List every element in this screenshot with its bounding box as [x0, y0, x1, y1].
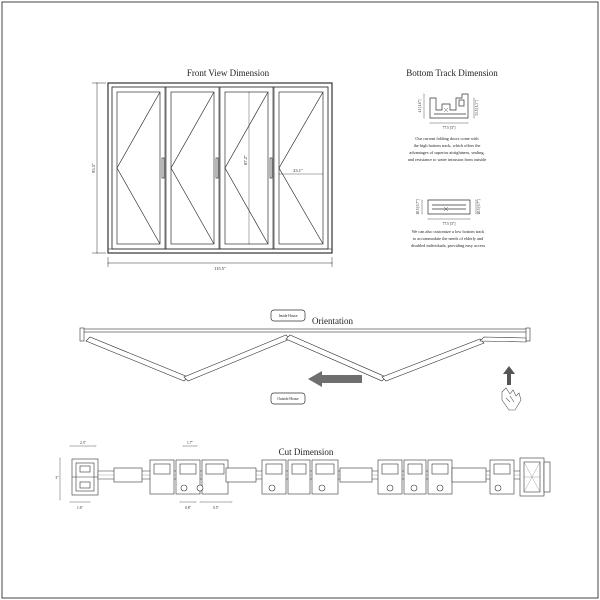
cut-dim-2: 1.7" — [187, 441, 193, 445]
hand-icon — [502, 388, 521, 410]
low-track-note-1: We can also customize a low bottom track — [411, 229, 485, 234]
cut-dimension-title: Cut Dimension — [278, 447, 334, 457]
handle-2 — [216, 158, 218, 178]
front-view — [91, 68, 332, 271]
high-track-profile — [430, 94, 468, 118]
fold-panel-4 — [382, 339, 484, 381]
high-track-note-3: advantages of superior airtightness, sealing, — [409, 150, 485, 155]
high-track-note-4: and resistance to water intrusion from outside — [407, 157, 487, 162]
bottom-track — [406, 68, 498, 249]
high-track-note-2: the high bottom track, which offers the — [413, 143, 481, 148]
width-label: 115.5" — [214, 266, 226, 271]
orientation-title: Orientation — [312, 316, 353, 326]
high-track-note-1: Our current folding doors come with — [415, 136, 479, 141]
slide-direction-arrow — [308, 371, 362, 387]
frame-left-jamb — [80, 328, 84, 341]
low-track-note-3: disabled individuals, providing easy access — [410, 243, 486, 248]
low-track-profile — [428, 200, 470, 214]
frame-right-jamb — [526, 328, 530, 341]
stile-group-2 — [262, 460, 338, 494]
cut-dim-1: 2.3" — [80, 441, 86, 445]
handle-3 — [270, 158, 272, 178]
high-track-height-right: 33.5 [1.3"] — [475, 100, 479, 116]
high-track-height-left: 41 [1.6"] — [418, 99, 422, 113]
stile-group-4 — [490, 460, 514, 494]
front-view-title: Front View Dimension — [186, 68, 270, 78]
fold-panel-2 — [184, 335, 290, 381]
low-track-height-right: 18.5 [0.7"] — [477, 199, 481, 215]
entry-arrow — [503, 366, 515, 385]
low-track-note-2: to accommodate the needs of elderly and — [412, 236, 484, 241]
right-jamb-profile — [520, 458, 550, 496]
inside-house-label: Inside House — [278, 314, 298, 318]
handle-1 — [162, 158, 164, 178]
stile-profiles — [114, 460, 514, 494]
cut-dim-4: 1.6" — [77, 506, 83, 510]
height-label: 95.5" — [91, 163, 96, 173]
outside-house-label: Outside House — [277, 397, 299, 401]
fold-panel-1 — [86, 337, 188, 381]
cut-dimension — [55, 441, 550, 510]
cut-dim-5: 0.8" — [185, 506, 191, 510]
orientation — [80, 310, 530, 410]
stile-group-1 — [150, 460, 228, 494]
low-track-height-left: 18.5 [0.7"] — [416, 199, 420, 215]
high-track-width: 77.5 [3"] — [442, 126, 456, 130]
fold-panel-3 — [286, 335, 386, 381]
folding-panels — [86, 335, 526, 381]
fold-panel-end — [480, 337, 526, 342]
panel-width-label: 23.1" — [293, 168, 303, 173]
bottom-track-title: Bottom Track Dimension — [406, 68, 498, 78]
cut-dim-3: 3" — [55, 476, 59, 480]
panel-height-label: 87.2" — [243, 155, 248, 165]
cut-dim-6: 0.5" — [213, 506, 219, 510]
low-track-width: 77.5 [3"] — [442, 222, 456, 226]
stile-group-3 — [378, 460, 452, 494]
frame-top-line — [82, 329, 528, 332]
left-jamb-profile — [72, 459, 98, 495]
